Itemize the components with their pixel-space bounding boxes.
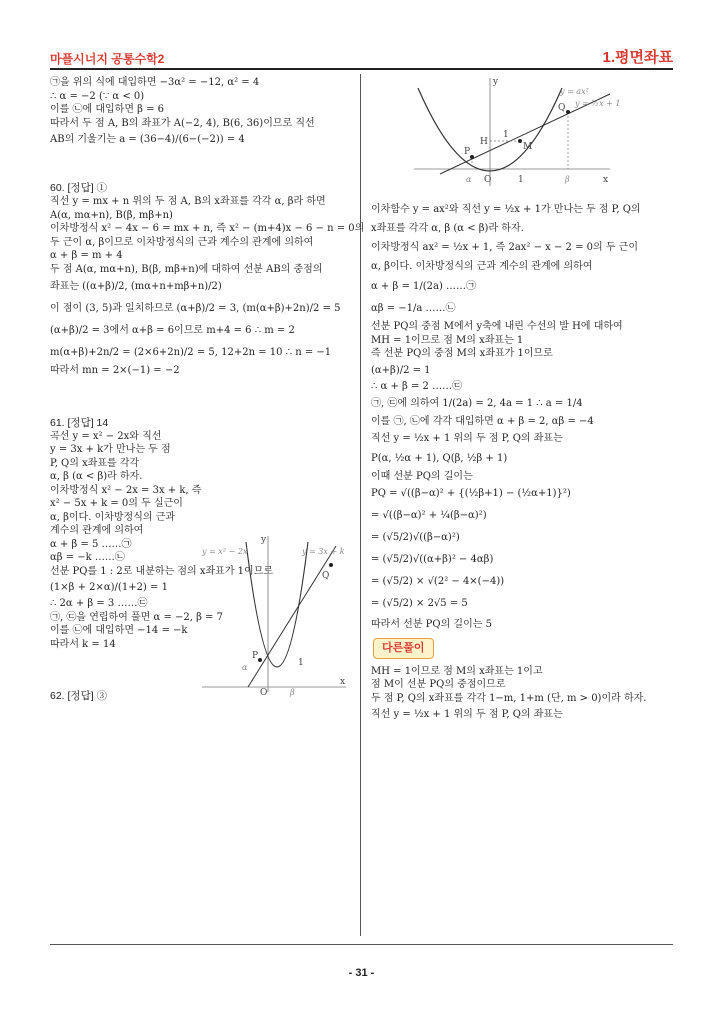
column-divider [360, 74, 361, 936]
text-line: = √((β−α)² + ¼(β−α)²) [371, 510, 487, 521]
p-label: P [464, 147, 471, 157]
book-title: 마플시너지 공통수학2 [50, 52, 165, 66]
text-line: α + β = 5 ……㉠ [50, 538, 132, 550]
answer-60: 60. [정답] ① [50, 182, 108, 194]
chapter-title: 1.평면좌표 [602, 49, 673, 66]
text-line: = (√5/2) × √(2² − 4×(−4)) [371, 576, 505, 587]
footer-rule [50, 944, 673, 945]
page-number: - 31 - [348, 967, 375, 979]
text-line: ㉠, ㉢을 연립하여 풀면 α = −2, β = 7 [50, 611, 223, 623]
axis-x-label: x [340, 677, 346, 687]
text-line: m(α+β)+2n/2 = (2×6+2n)/2 = 5, 12+2n = 10 ∴ n = −1 [50, 347, 332, 359]
text-line: 따라서 k = 14 [50, 638, 116, 650]
text-line: α, β (α < β)라 하자. [50, 471, 143, 483]
text-line: αβ = −k ……㉡ [50, 552, 125, 564]
text-line: = (√5/2)√((α+β)² − 4αβ) [371, 554, 494, 565]
beta-label: β [565, 175, 570, 184]
text-line: α + β = 1/(2a) ……㉠ [371, 281, 477, 292]
m-label: M [523, 142, 533, 152]
text-line: ㉠을 위의 식에 대입하면 −3α² = −12, α² = 4 [50, 77, 260, 88]
text-line: 곡선 y = x² − 2x와 직선 [50, 430, 162, 442]
point-p [258, 658, 262, 662]
text-line: (α+β)/2 = 3에서 α+β = 6이므로 m+4 = 6 ∴ m = 2 [50, 325, 295, 337]
text-line: 두 근이 α, β이므로 이차방정식의 근과 계수의 관계에 의하여 [50, 236, 314, 248]
curve-label: y = x² − 2x [202, 547, 248, 556]
text-line: 즉 선분 PQ의 중점 M의 x좌표가 1이므로 [371, 348, 553, 359]
text-line: 이 점이 (3, 5)과 일치하므로 (α+β)/2 = 3, (m(α+β)+2n)/2 = 5 [50, 303, 341, 315]
right-column [371, 200, 671, 724]
text-line: AB의 기울기는 a = (36−4)/(6−(−2)) = 4 [50, 134, 245, 145]
text-line: PQ = √((β−α)² + {(½β+1) − (½α+1)}²) [371, 488, 571, 499]
text-line: 두 점 P, Q의 x좌표를 각각 1−m, 1+m (단, m > 0)이라 하자. [371, 692, 647, 704]
text-line: 이차방정식 x² − 4x − 6 = mx + n, 즉 x² − (m+4)x − 6 − n = 0의 [50, 223, 365, 235]
axis-y-label: y [493, 77, 499, 87]
text-line: 점 M이 선분 PQ의 중점이므로 [371, 679, 506, 691]
text-line: α, β이다. 이차방정식의 근과 [50, 511, 176, 523]
text-line: P, Q의 x좌표를 각각 [50, 457, 140, 469]
p-label: P [252, 651, 259, 661]
axis-x-label: x [603, 175, 609, 185]
text-line: P(α, ½α + 1), Q(β, ½β + 1) [371, 452, 508, 464]
text-line: 따라서 mn = 2×(−1) = −2 [50, 365, 180, 377]
parabola-curve [246, 542, 308, 667]
text-line: ∴ α = −2 (∵ α < 0) [50, 90, 145, 102]
text-line: y = 3x + k가 만나는 두 점 [50, 444, 171, 456]
text-line: 이차함수 y = ax²와 직선 y = ½x + 1가 만나는 두 점 P, Q의 [371, 204, 641, 215]
text-line: 이를 ㉠, ㉡에 각각 대입하면 α + β = 2, αβ = −4 [371, 416, 594, 427]
text-line: 이차방정식 x² − 2x = 3x + k, 즉 [50, 484, 202, 496]
axis-y-label: y [261, 535, 267, 545]
text-line: 선분 PQ를 1 : 2로 내분하는 점의 x좌표가 1이므로 [50, 565, 274, 577]
answer-62: 62. [정답] ③ [50, 690, 108, 703]
text-line: α + β = m + 4 [50, 250, 123, 262]
text-line: x² − 5x + k = 0의 두 실근이 [50, 498, 183, 510]
text-line: = (√5/2)√((β−α)²) [371, 532, 460, 543]
text-line: 직선 y = mx + n 위의 두 점 A, B의 x좌표를 각각 α, β라 하면 [50, 196, 326, 208]
text-line: αβ = −1/a ……㉡ [371, 303, 456, 314]
h-label: H [480, 137, 488, 147]
text-line: 이를 ㉡에 대입하면 β = 6 [50, 104, 165, 115]
alpha-label: α [242, 663, 248, 672]
point-q [329, 563, 333, 567]
text-line: x좌표를 각각 α, β (α < β)라 하자. [371, 223, 524, 234]
q-label: Q [322, 571, 330, 581]
text-line: 이를 ㉡에 대입하면 −14 = −k [50, 625, 188, 637]
text-line: 선분 PQ의 중점 M에서 y축에 내린 수선의 발 H에 대하여 [371, 321, 623, 332]
text-line: A(α, mα+n), B(β, mβ+n) [50, 209, 173, 221]
one-label-mh: 1 [503, 130, 509, 140]
origin-label: O [484, 175, 492, 185]
beta-label: β [290, 688, 295, 697]
curve-label: y = ax² [560, 87, 589, 96]
text-line: ∴ α + β = 2 ……㉢ [371, 380, 463, 392]
text-line: 따라서 선분 PQ의 길이는 5 [371, 619, 492, 630]
q-label: Q [558, 103, 566, 113]
text-line: 따라서 두 점 A, B의 좌표가 A(−2, 4), B(6, 36)이므로 직선 [50, 117, 315, 129]
one-label: 1 [298, 658, 304, 668]
alpha-label: α [466, 175, 472, 184]
alternative-solution-badge: 다른풀이 [373, 638, 434, 659]
text-line: ㉠, ㉢에 의하여 1/(2a) = 2, 4a = 1 ∴ a = 1/4 [371, 398, 583, 409]
header-rule [50, 68, 673, 70]
point-q [566, 110, 570, 114]
text-line: = (√5/2) × 2√5 = 5 [371, 598, 468, 609]
text-line: MH = 1이므로 점 M의 x좌표는 1이고 [371, 665, 543, 677]
one-label-axis: 1 [518, 175, 524, 185]
text-line: 두 점 A(α, mα+n), B(β, mβ+n)에 대하여 선분 AB의 중점의 [50, 263, 323, 275]
text-line: 좌표는 ((α+β)/2, (mα+n+mβ+n)/2) [50, 281, 222, 293]
line-graph [248, 546, 336, 687]
text-line: (α+β)/2 = 1 [371, 364, 431, 376]
line-label: y = ½x + 1 [575, 99, 621, 108]
answer-61: 61. [정답] 14 [50, 416, 109, 429]
text-line: 직선 y = ½x + 1 위의 두 점 P, Q의 좌표는 [371, 709, 563, 721]
text-line: 직선 y = ½x + 1 위의 두 점 P, Q의 좌표는 [371, 432, 563, 444]
line-label: y = 3x + k [302, 547, 345, 556]
text-line: 계수의 관계에 의하여 [50, 525, 144, 537]
text-line: 이차방정식 ax² = ½x + 1, 즉 2ax² − x − 2 = 0의 두 근이 [371, 242, 638, 253]
text-line: 이때 선분 PQ의 길이는 [371, 470, 473, 482]
graph-61 [198, 532, 350, 697]
text-line: α, β이다. 이차방정식의 근과 계수의 관계에 의하여 [371, 261, 593, 272]
point-m [518, 139, 522, 143]
text-line: MH = 1이므로 점 M의 x좌표는 1 [371, 334, 524, 346]
graph-62 [410, 74, 621, 189]
origin-label: O [260, 688, 268, 698]
point-p [470, 155, 474, 159]
text-line: (1×β + 2×α)/(1+2) = 1 [50, 582, 168, 594]
text-line: ∴ 2α + β = 3 ……㉢ [50, 598, 148, 610]
